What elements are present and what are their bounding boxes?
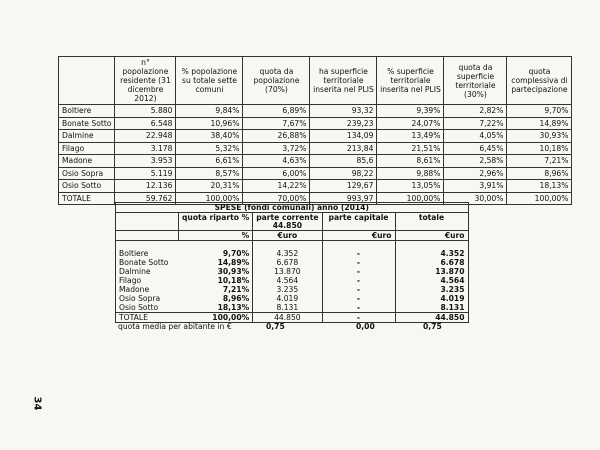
table-cell: 21,51% — [377, 142, 444, 155]
table-row — [59, 167, 572, 180]
table-cell: 3.178 — [115, 142, 176, 155]
average-capitale: 0,00 — [356, 322, 375, 331]
table-cell: 7,21% — [179, 285, 253, 294]
table-cell: 14,89% — [179, 258, 253, 267]
total-cell: 44.850 — [395, 313, 468, 323]
table-row — [59, 155, 572, 168]
table-cell: 3.953 — [115, 155, 176, 168]
table-cell: 100,00% — [507, 192, 572, 205]
header-label: parte corrente — [256, 213, 319, 222]
unit-cell: €uro — [253, 231, 322, 241]
table-header-row — [116, 213, 469, 231]
table-cell: 8.131 — [395, 303, 468, 313]
table-cell: 100,00% — [176, 192, 243, 205]
table-cell: 10,18% — [507, 142, 572, 155]
table-cell: 3,91% — [444, 180, 507, 193]
table-row — [116, 258, 469, 267]
table-cell: 9,70% — [507, 105, 572, 118]
header-cell: totale — [395, 213, 468, 231]
table-cell: 13.870 — [253, 267, 322, 276]
units-row — [116, 231, 469, 241]
row-label: Filago — [59, 142, 115, 155]
table-cell: 4.564 — [395, 276, 468, 285]
table-header-row — [59, 57, 572, 105]
table-cell: 2,82% — [444, 105, 507, 118]
table-cell: 239,23 — [310, 117, 377, 130]
total-label: TOTALE — [116, 313, 179, 323]
table-row — [116, 303, 469, 313]
table-cell: 100,00% — [377, 192, 444, 205]
unit-cell: €uro — [322, 231, 395, 241]
header-cell: % superficie territoriale inserita nel PLIS — [377, 57, 444, 105]
table-cell: 3,72% — [243, 142, 310, 155]
unit-cell: €uro — [395, 231, 468, 241]
average-corrente: 0,75 — [266, 322, 285, 331]
table-cell: 5,32% — [176, 142, 243, 155]
header-cell — [116, 213, 179, 231]
table-row — [59, 142, 572, 155]
row-label: Dalmine — [59, 130, 115, 143]
table-cell: 2,96% — [444, 167, 507, 180]
table-row — [116, 294, 469, 303]
table-cell: - — [322, 276, 395, 285]
table-cell: 9,70% — [179, 249, 253, 258]
header-cell: quota complessiva di partecipazione — [507, 57, 572, 105]
header-cell: quota da superficie territoriale (30%) — [444, 57, 507, 105]
table-cell: 10,96% — [176, 117, 243, 130]
table-cell: 24,07% — [377, 117, 444, 130]
table-cell: 13,49% — [377, 130, 444, 143]
table-cell: 6,45% — [444, 142, 507, 155]
table-cell: 213,84 — [310, 142, 377, 155]
table-row — [59, 105, 572, 118]
table-row — [59, 130, 572, 143]
table-row — [59, 117, 572, 130]
table-cell: 4.019 — [253, 294, 322, 303]
total-row — [116, 313, 469, 323]
row-label: Filago — [116, 276, 179, 285]
row-label: Boltiere — [59, 105, 115, 118]
table-cell: 12.136 — [115, 180, 176, 193]
table-cell: 59.762 — [115, 192, 176, 205]
table-cell: 13,05% — [377, 180, 444, 193]
header-cell — [253, 213, 322, 231]
table-cell: 134,09 — [310, 130, 377, 143]
table-cell: 9,88% — [377, 167, 444, 180]
table-cell: 8,96% — [507, 167, 572, 180]
table-cell: 3.235 — [253, 285, 322, 294]
total-cell: - — [322, 313, 395, 323]
row-label: Boltiere — [116, 249, 179, 258]
table-cell: 70,00% — [243, 192, 310, 205]
table-row — [116, 285, 469, 294]
table-cell: 6.678 — [395, 258, 468, 267]
table-cell: 8.131 — [253, 303, 322, 313]
average-totale: 0,75 — [423, 322, 442, 331]
table-cell: 9,84% — [176, 105, 243, 118]
table-cell: 9,39% — [377, 105, 444, 118]
table-cell: - — [322, 303, 395, 313]
table-cell: 2,58% — [444, 155, 507, 168]
table-cell: 30,93% — [507, 130, 572, 143]
table-cell: 6.548 — [115, 117, 176, 130]
table-cell: 20,31% — [176, 180, 243, 193]
table-row — [116, 249, 469, 258]
table-cell: 4,05% — [444, 130, 507, 143]
page-number: 34 — [31, 396, 43, 411]
table-cell: 38,40% — [176, 130, 243, 143]
table-cell: - — [322, 249, 395, 258]
table-cell: 10,18% — [179, 276, 253, 285]
row-label: TOTALE — [59, 192, 115, 205]
table-cell: 26,88% — [243, 130, 310, 143]
table-cell: 18,13% — [507, 180, 572, 193]
table-cell: 14,89% — [507, 117, 572, 130]
row-label: Bonate Sotto — [59, 117, 115, 130]
total-cell: 100,00% — [179, 313, 253, 323]
unit-cell: % — [179, 231, 253, 241]
table-cell: 4,63% — [243, 155, 310, 168]
table-cell: 93,32 — [310, 105, 377, 118]
table-cell: 7,21% — [507, 155, 572, 168]
unit-cell — [116, 231, 179, 241]
table-cell: 5.119 — [115, 167, 176, 180]
table-cell: 129,67 — [310, 180, 377, 193]
table-cell: 3.235 — [395, 285, 468, 294]
spacer-row — [116, 241, 469, 250]
header-cell — [59, 57, 115, 105]
expenses-table — [115, 202, 469, 323]
row-label: Bonate Sotto — [116, 258, 179, 267]
table-cell: 7,22% — [444, 117, 507, 130]
table-cell: 4.564 — [253, 276, 322, 285]
table-cell: 6.678 — [253, 258, 322, 267]
table-cell: 22.948 — [115, 130, 176, 143]
table-cell: 18,13% — [179, 303, 253, 313]
header-value: 44.850 — [272, 221, 303, 230]
row-label: Madone — [116, 285, 179, 294]
table-cell: 6,00% — [243, 167, 310, 180]
table-cell: 4.352 — [395, 249, 468, 258]
total-cell: 44.850 — [253, 313, 322, 323]
table-row — [116, 267, 469, 276]
average-label: quota media per abitante in € — [118, 322, 232, 331]
row-label: Dalmine — [116, 267, 179, 276]
table-cell: 14,22% — [243, 180, 310, 193]
table-cell: - — [322, 267, 395, 276]
row-label: Osio Sotto — [59, 180, 115, 193]
row-label: Osio Sotto — [116, 303, 179, 313]
header-cell: quota da popolazione (70%) — [243, 57, 310, 105]
table-cell: 30,93% — [179, 267, 253, 276]
table-row — [116, 276, 469, 285]
table-cell: - — [322, 258, 395, 267]
row-label: Osio Sopra — [59, 167, 115, 180]
row-label: Madone — [59, 155, 115, 168]
population-surface-table — [58, 56, 572, 205]
header-cell: quota riparto % — [179, 213, 253, 231]
table-cell: 8,96% — [179, 294, 253, 303]
header-cell: n° popolazione residente (31 dicembre 2012) — [115, 57, 176, 105]
table-cell: 85,6 — [310, 155, 377, 168]
table-cell: - — [322, 285, 395, 294]
table-cell: 4.352 — [253, 249, 322, 258]
table-title-row — [116, 203, 469, 213]
header-cell: parte capitale — [322, 213, 395, 231]
header-cell: % popolazione su totale sette comuni — [176, 57, 243, 105]
table-cell: 8,61% — [377, 155, 444, 168]
table-cell: 30,00% — [444, 192, 507, 205]
table-row — [59, 180, 572, 193]
table-cell: 5.880 — [115, 105, 176, 118]
table-cell: 13.870 — [395, 267, 468, 276]
table-cell: 993,97 — [310, 192, 377, 205]
table-cell: 7,67% — [243, 117, 310, 130]
table-cell: 4.019 — [395, 294, 468, 303]
header-cell: ha superficie territoriale inserita nel PLIS — [310, 57, 377, 105]
table-cell: 8,57% — [176, 167, 243, 180]
table-cell: 98,22 — [310, 167, 377, 180]
table-cell: 6,89% — [243, 105, 310, 118]
expenses-title: SPESE (fondi comunali) anno (2014) — [116, 203, 469, 213]
row-label: Osio Sopra — [116, 294, 179, 303]
table-cell: - — [322, 294, 395, 303]
table-cell: 6,61% — [176, 155, 243, 168]
